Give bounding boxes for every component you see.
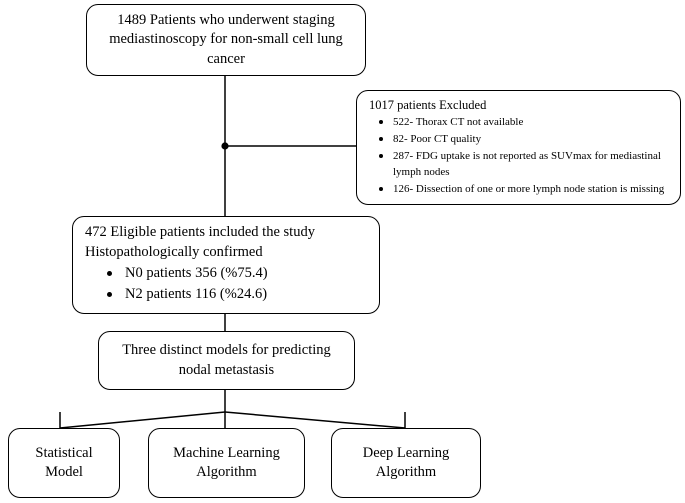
node-excluded-bullets: [357, 115, 680, 197]
node-top-line-1: 1489 Patients who underwent staging: [117, 12, 335, 29]
list-item: 522- Thorax CT not available: [379, 115, 670, 130]
list-item: N2 patients 116 (%24.6): [107, 285, 357, 304]
node-excluded: [356, 90, 681, 205]
connector-split-left: [60, 412, 225, 428]
node-model-machine-learning: [148, 428, 305, 498]
list-item: 126- Dissection of one or more lymph node station is missing: [379, 182, 670, 197]
node-model-deep-learning: [331, 428, 481, 498]
node-model-machine-learning-line-2: Algorithm: [196, 464, 257, 480]
node-eligible: [72, 216, 380, 314]
node-model-statistical: [8, 428, 120, 498]
node-top-line-2: mediastinoscopy for non-small cell lung: [109, 31, 343, 48]
node-model-deep-learning-line-1: Deep Learning: [362, 444, 450, 461]
node-model-machine-learning-line-1: Machine Learning: [173, 444, 280, 461]
node-model-statistical-line-1: Statistical: [35, 444, 93, 461]
node-models: [98, 331, 355, 390]
node-eligible-line-1: 472 Eligible patients included the study: [85, 224, 315, 241]
node-eligible-bullets: [85, 264, 367, 305]
list-item: N0 patients 356 (%75.4): [107, 264, 357, 283]
node-eligible-line-2: Histopathologically confirmed: [85, 243, 263, 260]
branch-dot: [221, 142, 228, 149]
connector-split-right: [225, 412, 405, 428]
node-top: [86, 4, 366, 76]
node-top-line-3: cancer: [207, 50, 245, 67]
node-models-line-1: Three distinct models for predicting: [122, 342, 331, 359]
node-model-statistical-line-2: Model: [45, 464, 83, 480]
node-models-line-2: nodal metastasis: [178, 361, 275, 378]
list-item: 82- Poor CT quality: [379, 132, 670, 147]
node-model-deep-learning-line-2: Algorithm: [375, 464, 437, 480]
node-excluded-header: 1017 patients Excluded: [369, 98, 487, 113]
list-item: 287- FDG uptake is not reported as SUVmax for mediastinal lymph nodes: [379, 149, 670, 179]
